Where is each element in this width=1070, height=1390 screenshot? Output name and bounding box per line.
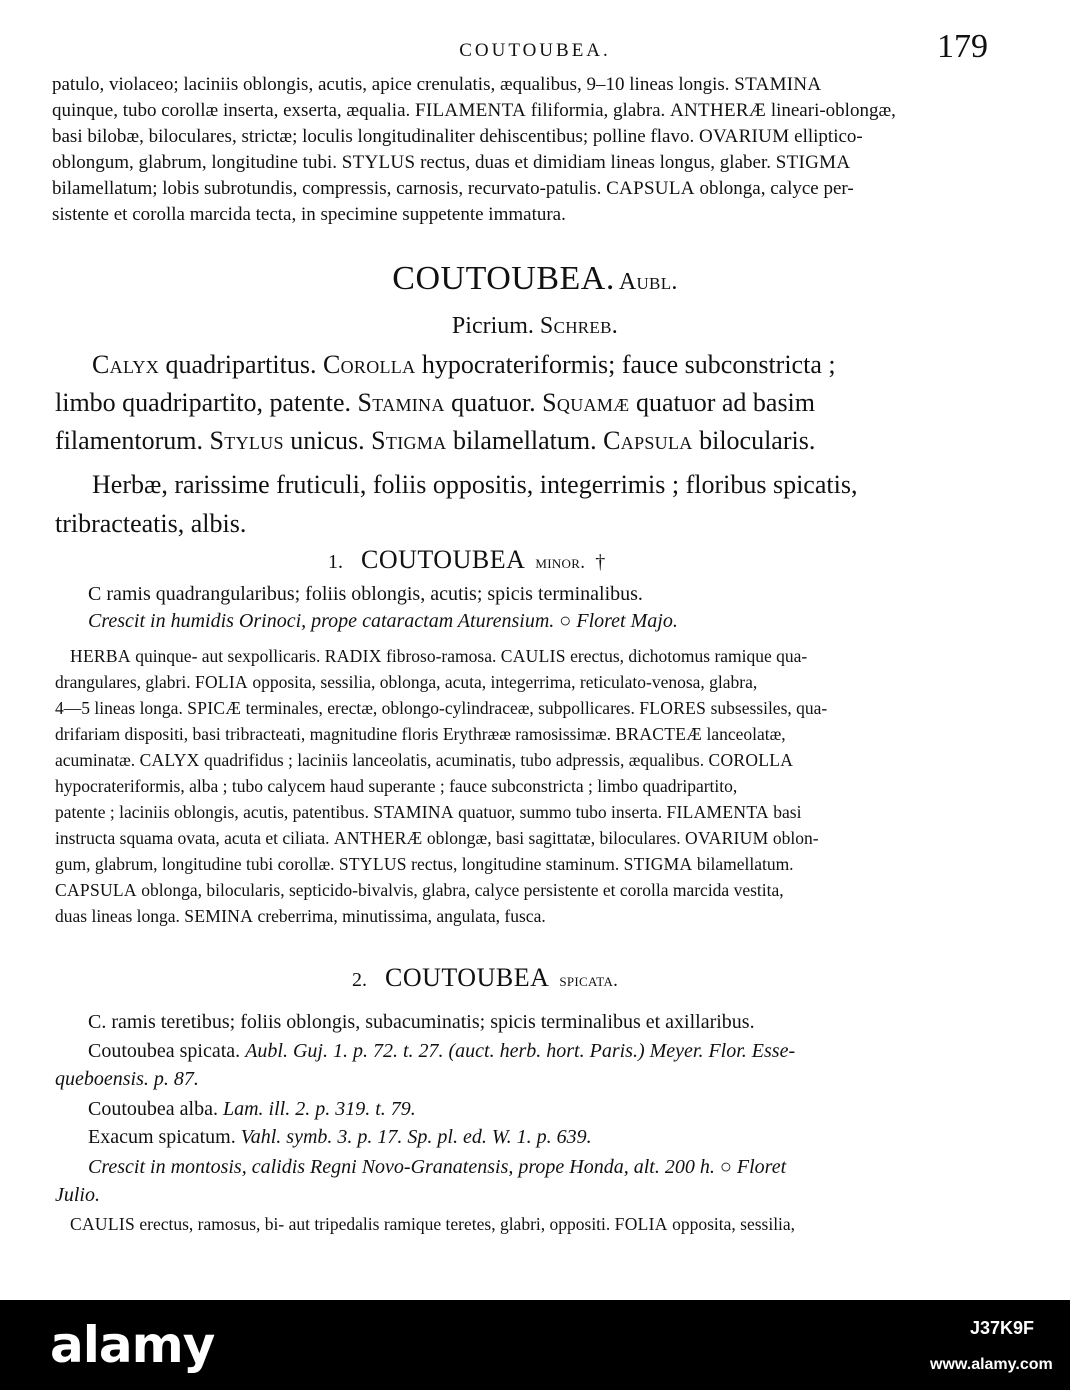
alamy-logo: alamy	[50, 1316, 215, 1374]
synonym-line: queboensis. p. 87.	[55, 1068, 199, 1090]
synonym-line: Exacum spicatum. Vahl. symb. 3. p. 17. Sp. pl. ed. W. 1. p. 639.	[88, 1126, 592, 1148]
species-2-heading: 2. COUTOUBEA spicata.	[352, 963, 619, 992]
genus-habit: Herbæ, rarissime fruticuli, foliis oppositis, integerrimis ; floribus spicatis,	[92, 470, 858, 499]
text-line: duas lineas longa. SEMINA creberrima, minutissima, angulata, fusca.	[55, 906, 546, 926]
text-line: oblongum, glabrum, longitudine tubi. STYLUS rectus, duas et dimidiam lineas longus, glaber. STIGMA	[52, 152, 851, 173]
text-line: sistente et corolla marcida tecta, in specimine suppetente immatura.	[52, 204, 566, 225]
text-line: gum, glabrum, longitudine tubi corollæ. STYLUS rectus, longitudine staminum. STIGMA bilamellatum.	[55, 854, 794, 874]
text-line: HERBA quinque- aut sexpollicaris. RADIX fibroso-ramosa. CAULIS erectus, dichotomus ramique qua-	[70, 646, 808, 666]
text-line: basi bilobæ, biloculares, strictæ; loculis longitudinaliter dehiscentibus; polline flavo. OVARIUM elliptico-	[52, 126, 863, 147]
site-url: www.alamy.com	[930, 1356, 1053, 1373]
genus-heading: COUTOUBEA. Aubl.	[392, 260, 678, 297]
species-2-habitat-cont: Julio.	[55, 1184, 100, 1206]
genus-habit-cont: tribracteatis, albis.	[55, 509, 247, 538]
text-line: acuminatæ. CALYX quadrifidus ; laciniis lanceolatis, acuminatis, tubo adpressis, æqualibus. COROLLA	[55, 750, 794, 770]
species-2-diagnosis: C. ramis teretibus; foliis oblongis, subacuminatis; spicis terminalibus et axillaribus.	[88, 1011, 755, 1033]
species-1-habitat: Crescit in humidis Orinoci, prope cataractam Aturensium. ○ Floret Majo.	[88, 610, 678, 632]
text-line: limbo quadripartito, patente. Stamina quatuor. Squamæ quatuor ad basim	[55, 388, 816, 417]
text-line: hypocrateriformis, alba ; tubo calycem haud superante ; fauce subconstricta ; limbo quadripartito,	[55, 776, 738, 796]
species-2-habitat: Crescit in montosis, calidis Regni Novo-Granatensis, prope Honda, alt. 200 h. ○ Floret	[88, 1156, 787, 1178]
text-line: drangulares, glabri. FOLIA opposita, sessilia, oblonga, acuta, integerrima, reticulato-venosa, glabra,	[55, 672, 758, 692]
text-line: bilamellatum; lobis subrotundis, compressis, carnosis, recurvato-patulis. CAPSULA oblonga, calyce per-	[52, 178, 854, 199]
running-head: COUTOUBEA.	[459, 40, 611, 61]
text-line: instructa squama ovata, acuta et ciliata. ANTHERÆ oblongæ, basi sagittatæ, biloculares. OVARIUM oblon-	[55, 828, 819, 848]
image-id: J37K9F	[970, 1318, 1035, 1338]
page-number: 179	[937, 28, 988, 65]
species-1-diagnosis: C ramis quadrangularibus; foliis oblongis, acutis; spicis terminalibus.	[88, 583, 643, 605]
synonym-line: Coutoubea spicata. Aubl. Guj. 1. p. 72. t. 27. (auct. herb. hort. Paris.) Meyer. Flor. Esse-	[88, 1040, 796, 1062]
stock-footer-bar	[0, 1300, 1070, 1390]
text-line: Calyx quadripartitus. Corolla hypocrateriformis; fauce subconstricta ;	[92, 350, 836, 379]
text-line: 4—5 lineas longa. SPICÆ terminales, erectæ, oblongo-cylindraceæ, subpollicares. FLORES subsessiles, qua-	[55, 698, 828, 718]
text-line: patente ; laciniis oblongis, acutis, patentibus. STAMINA quatuor, summo tubo inserta. FILAMENTA basi	[55, 802, 802, 822]
text-line: patulo, violaceo; laciniis oblongis, acutis, apice crenulatis, æqualibus, 9–10 lineas longis. STAMINA	[52, 74, 822, 95]
species-2-description: CAULIS erectus, ramosus, bi- aut tripedalis ramique teretes, glabri, oppositi. FOLIA opposita, sessilia,	[70, 1214, 796, 1234]
text-line: quinque, tubo corollæ inserta, exserta, æqualia. FILAMENTA filiformia, glabra. ANTHERÆ lineari-oblongæ,	[52, 100, 896, 121]
synonym-line: Coutoubea alba. Lam. ill. 2. p. 319. t. 79.	[88, 1098, 416, 1120]
genus-synonym: Picrium. Schreb.	[451, 313, 619, 339]
text-line: filamentorum. Stylus unicus. Stigma bilamellatum. Capsula bilocularis.	[55, 426, 816, 455]
text-line: CAPSULA oblonga, bilocularis, septicido-bivalvis, glabra, calyce persistente et corolla marcida vestita,	[55, 880, 784, 900]
text-line: drifariam dispositi, basi tribracteati, magnitudine floris Erythrææ ramosissimæ. BRACTEÆ lanceolatæ,	[55, 724, 786, 744]
species-1-heading: 1. COUTOUBEA minor. †	[328, 545, 606, 574]
